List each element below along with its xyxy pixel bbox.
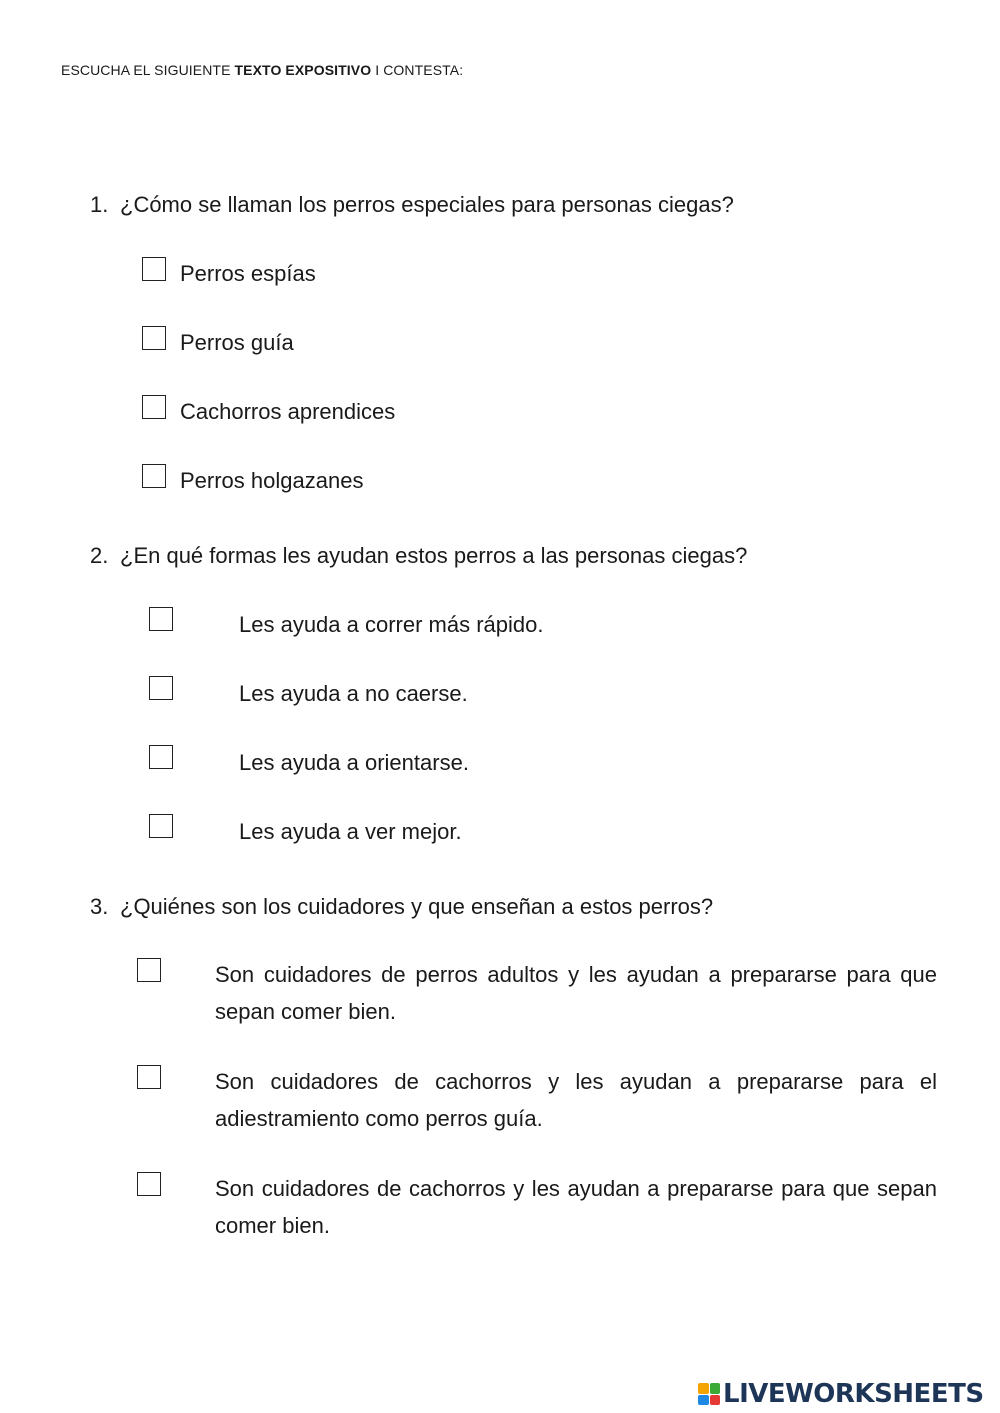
liveworksheets-logo: [698, 1378, 984, 1410]
checkbox-q2-opt2[interactable]: [149, 676, 173, 700]
q2-option-3: Les ayuda a orientarse.: [239, 750, 469, 775]
q1-option-2: Perros guía: [180, 330, 294, 355]
q3-option-1: Son cuidadores de perros adultos y les ayudan a prepararse para que sepan comer bien.: [215, 962, 937, 1024]
q1-option-1: Perros espías: [180, 261, 316, 286]
instructions-header: ESCUCHA EL SIGUIENTE TEXTO EXPOSITIVO I CONTESTA:: [61, 62, 464, 78]
logo-square-3: [698, 1395, 709, 1406]
question-2-text: ¿En qué formas les ayudan estos perros a las personas ciegas?: [120, 543, 748, 568]
q1-option-4: Perros holgazanes: [180, 468, 364, 493]
question-3-text: ¿Quiénes son los cuidadores y que enseñan a estos perros?: [120, 894, 714, 919]
q3-option-2: Son cuidadores de cachorros y les ayudan a prepararse para el adiestramiento como perros guía.: [215, 1069, 937, 1131]
q2-option-1: Les ayuda a correr más rápido.: [239, 612, 544, 637]
checkbox-q3-opt1[interactable]: [137, 958, 161, 982]
checkbox-q2-opt1[interactable]: [149, 607, 173, 631]
question-3: 3. ¿Quiénes son los cuidadores y que enseñan a estos perros?: [90, 894, 714, 919]
q3-option-3: Son cuidadores de cachorros y les ayudan a prepararse para que sepan comer bien.: [215, 1176, 937, 1238]
checkbox-q2-opt3[interactable]: [149, 745, 173, 769]
q2-option-4: Les ayuda a ver mejor.: [239, 819, 462, 844]
checkbox-q1-opt4[interactable]: [142, 464, 166, 488]
logo-text: LIVEWORKSHEETS: [723, 1379, 984, 1409]
q1-option-3: Cachorros aprendices: [180, 399, 396, 424]
logo-square-1: [698, 1383, 709, 1394]
logo-square-2: [710, 1383, 721, 1394]
checkbox-q1-opt3[interactable]: [142, 395, 166, 419]
question-1: 1. ¿Cómo se llaman los perros especiales para personas ciegas?: [90, 192, 734, 217]
question-1-text: ¿Cómo se llaman los perros especiales para personas ciegas?: [120, 192, 734, 217]
checkbox-q3-opt2[interactable]: [137, 1065, 161, 1089]
q2-option-2: Les ayuda a no caerse.: [239, 681, 468, 706]
checkbox-q2-opt4[interactable]: [149, 814, 173, 838]
logo-mark-icon: [698, 1383, 720, 1405]
logo-square-4: [710, 1395, 721, 1406]
checkbox-q3-opt3[interactable]: [137, 1172, 161, 1196]
question-2: 2. ¿En qué formas les ayudan estos perros a las personas ciegas?: [90, 543, 748, 568]
checkbox-q1-opt2[interactable]: [142, 326, 166, 350]
checkbox-q1-opt1[interactable]: [142, 257, 166, 281]
